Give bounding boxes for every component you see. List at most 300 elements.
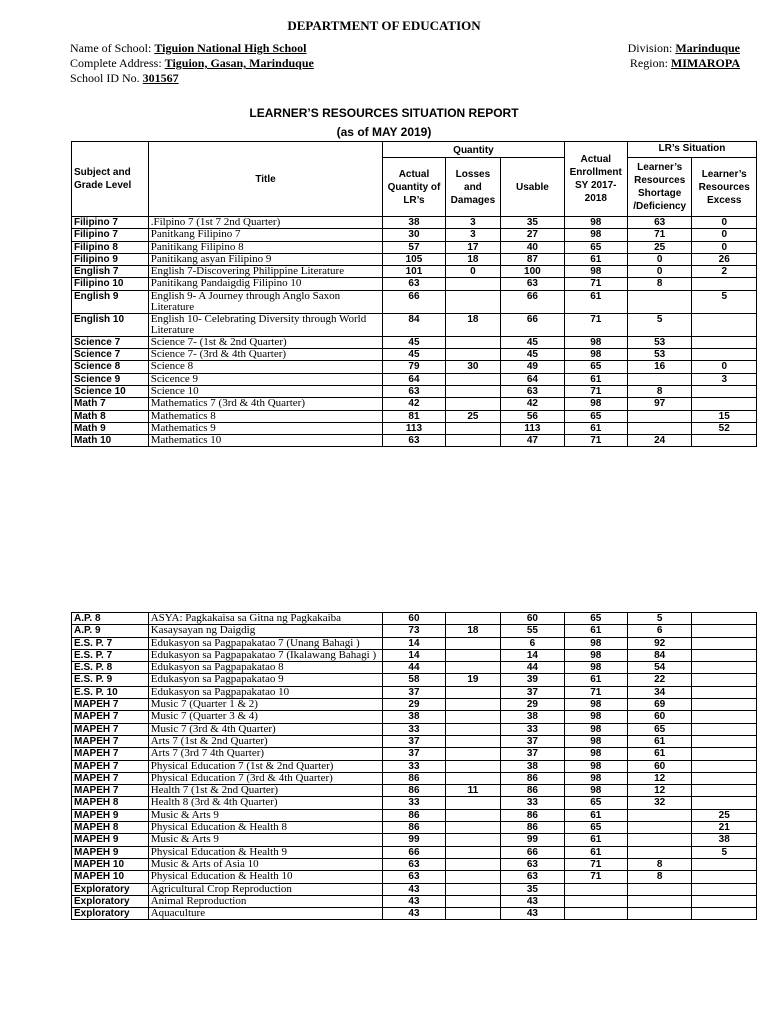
value-cell: 0 <box>692 217 757 229</box>
title-cell: Panitikang Pandaigdig Filipino 10 <box>148 278 383 290</box>
value-cell: 71 <box>564 435 627 447</box>
table-row <box>72 686 757 698</box>
school-name-line <box>70 41 314 56</box>
value-cell: 60 <box>627 760 691 772</box>
subject-cell: Filipino 8 <box>72 241 149 253</box>
table-row <box>72 858 757 870</box>
address: Tiguion, Gasan, Marinduque <box>164 56 314 70</box>
region-label: Region: <box>629 56 671 70</box>
value-cell <box>692 699 757 711</box>
subject-cell: MAPEH 8 <box>72 797 149 809</box>
value-cell: 30 <box>445 361 501 373</box>
value-cell <box>692 625 757 637</box>
header-subject: Subject and Grade Level <box>72 142 149 217</box>
table-row <box>72 398 757 410</box>
value-cell <box>692 772 757 784</box>
value-cell <box>445 699 501 711</box>
value-cell: 43 <box>383 883 445 895</box>
table-row <box>72 797 757 809</box>
table-row <box>72 674 757 686</box>
subject-cell: Science 7 <box>72 336 149 348</box>
table-row <box>72 699 757 711</box>
value-cell: 15 <box>692 410 757 422</box>
value-cell <box>692 711 757 723</box>
value-cell: 63 <box>501 871 564 883</box>
value-cell <box>627 846 691 858</box>
table-row <box>72 613 757 625</box>
table-row <box>72 290 757 313</box>
value-cell <box>445 422 501 434</box>
subject-cell: A.P. 9 <box>72 625 149 637</box>
subject-cell: Math 9 <box>72 422 149 434</box>
value-cell: 12 <box>627 785 691 797</box>
header-enrollment: Actual Enrollment SY 2017-2018 <box>564 142 627 217</box>
value-cell: 61 <box>564 834 627 846</box>
value-cell: 99 <box>383 834 445 846</box>
value-cell <box>564 895 627 907</box>
value-cell: 33 <box>383 760 445 772</box>
value-cell: 97 <box>627 398 691 410</box>
subject-cell: Science 9 <box>72 373 149 385</box>
value-cell <box>445 834 501 846</box>
value-cell: 33 <box>383 723 445 735</box>
title-cell: Music 7 (3rd & 4th Quarter) <box>148 723 383 735</box>
value-cell: 66 <box>383 290 445 313</box>
value-cell <box>692 760 757 772</box>
value-cell: 43 <box>501 908 564 920</box>
value-cell: 0 <box>445 266 501 278</box>
table-row <box>72 723 757 735</box>
table-row <box>72 785 757 797</box>
table-row <box>72 772 757 784</box>
value-cell: 69 <box>627 699 691 711</box>
value-cell: 8 <box>627 871 691 883</box>
value-cell: 14 <box>501 649 564 661</box>
subject-cell: E.S. P. 10 <box>72 686 149 698</box>
value-cell <box>445 336 501 348</box>
subject-cell: MAPEH 7 <box>72 748 149 760</box>
value-cell: 86 <box>383 772 445 784</box>
title-cell: Arts 7 (3rd 7 4th Quarter) <box>148 748 383 760</box>
subject-cell: A.P. 8 <box>72 613 149 625</box>
title-cell: Agricultural Crop Reproduction <box>148 883 383 895</box>
value-cell: 98 <box>564 649 627 661</box>
value-cell: 98 <box>564 637 627 649</box>
table-row <box>72 217 757 229</box>
table-row <box>72 883 757 895</box>
value-cell: 86 <box>501 785 564 797</box>
title-cell: Physical Education & Health 10 <box>148 871 383 883</box>
table-row <box>72 625 757 637</box>
subject-cell: MAPEH 10 <box>72 871 149 883</box>
value-cell <box>627 895 691 907</box>
subject-cell: Science 7 <box>72 349 149 361</box>
value-cell: 21 <box>692 822 757 834</box>
value-cell <box>627 290 691 313</box>
title-cell: Mathematics 9 <box>148 422 383 434</box>
title-cell: Physical Education 7 (1st & 2nd Quarter) <box>148 760 383 772</box>
title-cell: Physical Education 7 (3rd & 4th Quarter) <box>148 772 383 784</box>
value-cell: 71 <box>564 313 627 336</box>
value-cell <box>445 373 501 385</box>
value-cell: 65 <box>564 822 627 834</box>
value-cell <box>692 398 757 410</box>
value-cell <box>692 908 757 920</box>
value-cell: 71 <box>564 858 627 870</box>
header-usable: Usable <box>501 158 564 217</box>
value-cell: 99 <box>501 834 564 846</box>
value-cell <box>692 637 757 649</box>
value-cell: 25 <box>692 809 757 821</box>
value-cell: 73 <box>383 625 445 637</box>
value-cell <box>692 613 757 625</box>
value-cell: 39 <box>501 674 564 686</box>
value-cell: 16 <box>627 361 691 373</box>
value-cell: 56 <box>501 410 564 422</box>
value-cell: 63 <box>501 858 564 870</box>
value-cell: 42 <box>501 398 564 410</box>
value-cell: 38 <box>692 834 757 846</box>
subject-cell: MAPEH 9 <box>72 846 149 858</box>
value-cell <box>445 797 501 809</box>
value-cell <box>445 772 501 784</box>
value-cell <box>564 908 627 920</box>
title-cell: Science 7- (1st & 2nd Quarter) <box>148 336 383 348</box>
title-cell: Music & Arts 9 <box>148 834 383 846</box>
title-cell: Mathematics 8 <box>148 410 383 422</box>
value-cell <box>627 809 691 821</box>
value-cell: 98 <box>564 735 627 747</box>
value-cell <box>627 834 691 846</box>
value-cell: 0 <box>692 229 757 241</box>
value-cell: 92 <box>627 637 691 649</box>
value-cell: 25 <box>627 241 691 253</box>
value-cell: 65 <box>564 410 627 422</box>
value-cell: 27 <box>501 229 564 241</box>
table-row <box>72 410 757 422</box>
value-cell: 84 <box>383 313 445 336</box>
table-row <box>72 662 757 674</box>
subject-cell: English 10 <box>72 313 149 336</box>
value-cell: 8 <box>627 278 691 290</box>
table-row <box>72 846 757 858</box>
value-cell <box>445 822 501 834</box>
value-cell: 54 <box>627 662 691 674</box>
table-row <box>72 313 757 336</box>
value-cell: 2 <box>692 266 757 278</box>
value-cell <box>627 373 691 385</box>
value-cell: 66 <box>501 313 564 336</box>
value-cell: 63 <box>383 385 445 397</box>
value-cell <box>627 908 691 920</box>
value-cell: 3 <box>445 229 501 241</box>
title-cell: Science 10 <box>148 385 383 397</box>
table-body-continued <box>72 613 757 920</box>
value-cell: 6 <box>501 637 564 649</box>
value-cell: 35 <box>501 883 564 895</box>
value-cell: 71 <box>627 229 691 241</box>
value-cell: 84 <box>627 649 691 661</box>
value-cell: 60 <box>627 711 691 723</box>
value-cell <box>445 871 501 883</box>
value-cell <box>692 883 757 895</box>
header-shortage: Learner’s Resources Shortage /Deficiency <box>627 158 691 217</box>
value-cell: 71 <box>564 278 627 290</box>
value-cell: 61 <box>627 748 691 760</box>
header-quantity: Quantity <box>383 142 564 158</box>
subject-cell: English 7 <box>72 266 149 278</box>
subject-cell: E.S. P. 7 <box>72 637 149 649</box>
table-row <box>72 278 757 290</box>
value-cell: 86 <box>383 809 445 821</box>
value-cell <box>445 278 501 290</box>
value-cell <box>692 785 757 797</box>
subject-cell: Filipino 9 <box>72 253 149 265</box>
value-cell <box>627 410 691 422</box>
address-label: Complete Address: <box>70 56 165 70</box>
value-cell <box>445 735 501 747</box>
subject-cell: MAPEH 7 <box>72 785 149 797</box>
subject-cell: Filipino 7 <box>72 229 149 241</box>
value-cell: 37 <box>501 748 564 760</box>
value-cell: 38 <box>501 760 564 772</box>
value-cell: 0 <box>692 361 757 373</box>
value-cell <box>692 649 757 661</box>
value-cell: 98 <box>564 760 627 772</box>
table-row <box>72 385 757 397</box>
value-cell: 66 <box>383 846 445 858</box>
value-cell: 37 <box>383 748 445 760</box>
title-cell: Mathematics 10 <box>148 435 383 447</box>
value-cell <box>445 613 501 625</box>
title-cell: Edukasyon sa Pagpapakatao 10 <box>148 686 383 698</box>
value-cell: 64 <box>383 373 445 385</box>
value-cell: 0 <box>627 253 691 265</box>
header-losses: Losses and Damages <box>445 158 501 217</box>
value-cell: 65 <box>564 361 627 373</box>
value-cell <box>692 385 757 397</box>
value-cell <box>445 748 501 760</box>
title-cell: Music & Arts of Asia 10 <box>148 858 383 870</box>
value-cell: 87 <box>501 253 564 265</box>
value-cell <box>445 290 501 313</box>
table-row <box>72 908 757 920</box>
value-cell: 37 <box>501 735 564 747</box>
value-cell: 45 <box>501 349 564 361</box>
title-cell: Science 8 <box>148 361 383 373</box>
value-cell: 38 <box>383 711 445 723</box>
region: MIMAROPA <box>670 56 740 70</box>
value-cell: 43 <box>383 895 445 907</box>
value-cell: 45 <box>383 336 445 348</box>
subject-cell: MAPEH 7 <box>72 723 149 735</box>
value-cell: 60 <box>383 613 445 625</box>
table-row <box>72 435 757 447</box>
value-cell: 86 <box>501 809 564 821</box>
value-cell <box>692 748 757 760</box>
value-cell: 33 <box>501 723 564 735</box>
table-body-main <box>72 217 757 447</box>
table-row <box>72 229 757 241</box>
table-row <box>72 637 757 649</box>
subject-cell: MAPEH 10 <box>72 858 149 870</box>
value-cell: 63 <box>383 435 445 447</box>
table-row <box>72 349 757 361</box>
value-cell: 12 <box>627 772 691 784</box>
subject-cell: Filipino 7 <box>72 217 149 229</box>
value-cell <box>445 883 501 895</box>
header-actual-quantity: Actual Quantity of LR’s <box>383 158 445 217</box>
value-cell: 61 <box>564 846 627 858</box>
table-row <box>72 373 757 385</box>
subject-cell: E.S. P. 8 <box>72 662 149 674</box>
value-cell: 33 <box>383 797 445 809</box>
value-cell: 71 <box>564 385 627 397</box>
value-cell: 22 <box>627 674 691 686</box>
school-id: 301567 <box>142 71 179 85</box>
value-cell: 38 <box>383 217 445 229</box>
value-cell: 0 <box>692 241 757 253</box>
value-cell <box>445 760 501 772</box>
title-cell: ASYA: Pagkakaisa sa Gitna ng Pagkakaiba <box>148 613 383 625</box>
value-cell: 98 <box>564 748 627 760</box>
value-cell: 98 <box>564 785 627 797</box>
school-name: Tiguion National High School <box>154 41 307 55</box>
resources-table-main <box>71 141 757 447</box>
value-cell: 44 <box>501 662 564 674</box>
value-cell: 37 <box>501 686 564 698</box>
title-cell: Physical Education & Health 8 <box>148 822 383 834</box>
value-cell: 6 <box>627 625 691 637</box>
table-row <box>72 735 757 747</box>
value-cell: 53 <box>627 336 691 348</box>
value-cell: 71 <box>564 686 627 698</box>
value-cell: 43 <box>383 908 445 920</box>
value-cell: 5 <box>692 846 757 858</box>
value-cell: 8 <box>627 385 691 397</box>
value-cell: 55 <box>501 625 564 637</box>
value-cell: 11 <box>445 785 501 797</box>
division-info <box>628 41 740 71</box>
subject-cell: Exploratory <box>72 895 149 907</box>
subject-cell: MAPEH 7 <box>72 711 149 723</box>
value-cell: 14 <box>383 649 445 661</box>
value-cell: 47 <box>501 435 564 447</box>
value-cell: 5 <box>627 313 691 336</box>
value-cell: 66 <box>501 290 564 313</box>
table-row <box>72 760 757 772</box>
title-cell: Music 7 (Quarter 1 & 2) <box>148 699 383 711</box>
value-cell: 81 <box>383 410 445 422</box>
title-cell: Edukasyon sa Pagpapakatao 8 <box>148 662 383 674</box>
subject-cell: Filipino 10 <box>72 278 149 290</box>
table-row <box>72 649 757 661</box>
value-cell: 98 <box>564 266 627 278</box>
table-row <box>72 266 757 278</box>
value-cell: 42 <box>383 398 445 410</box>
subject-cell: English 9 <box>72 290 149 313</box>
value-cell: 98 <box>564 711 627 723</box>
value-cell <box>692 435 757 447</box>
value-cell: 98 <box>564 398 627 410</box>
title-cell: Health 7 (1st & 2nd Quarter) <box>148 785 383 797</box>
value-cell <box>445 385 501 397</box>
value-cell: 71 <box>564 871 627 883</box>
value-cell: 44 <box>383 662 445 674</box>
header-situation: LR’s Situation <box>627 142 756 158</box>
value-cell <box>692 858 757 870</box>
value-cell: 65 <box>564 797 627 809</box>
address-line <box>70 56 314 71</box>
value-cell <box>445 349 501 361</box>
value-cell: 63 <box>501 385 564 397</box>
table-row <box>72 834 757 846</box>
school-id-line <box>70 71 314 86</box>
value-cell: 65 <box>564 613 627 625</box>
value-cell: 14 <box>383 637 445 649</box>
value-cell: 53 <box>627 349 691 361</box>
value-cell: 52 <box>692 422 757 434</box>
value-cell: 63 <box>383 278 445 290</box>
title-cell: Panitikang asyan Filipino 9 <box>148 253 383 265</box>
value-cell <box>445 858 501 870</box>
table-row <box>72 336 757 348</box>
table-row <box>72 809 757 821</box>
table-row <box>72 422 757 434</box>
value-cell: 86 <box>383 822 445 834</box>
value-cell: 100 <box>501 266 564 278</box>
value-cell: 105 <box>383 253 445 265</box>
value-cell: 32 <box>627 797 691 809</box>
value-cell <box>692 735 757 747</box>
resources-table-continued <box>71 612 757 920</box>
value-cell: 37 <box>383 686 445 698</box>
title-cell: Kasaysayan ng Daigdig <box>148 625 383 637</box>
value-cell <box>445 809 501 821</box>
title-cell: Animal Reproduction <box>148 895 383 907</box>
value-cell <box>445 846 501 858</box>
value-cell: 3 <box>692 373 757 385</box>
subject-cell: MAPEH 7 <box>72 735 149 747</box>
value-cell <box>692 895 757 907</box>
value-cell <box>445 637 501 649</box>
value-cell: 43 <box>501 895 564 907</box>
value-cell <box>692 336 757 348</box>
value-cell <box>692 797 757 809</box>
value-cell: 66 <box>501 846 564 858</box>
value-cell: 8 <box>627 858 691 870</box>
subject-cell: Math 7 <box>72 398 149 410</box>
value-cell: 58 <box>383 674 445 686</box>
value-cell <box>692 871 757 883</box>
value-cell: 98 <box>564 336 627 348</box>
value-cell: 17 <box>445 241 501 253</box>
value-cell: 61 <box>627 735 691 747</box>
value-cell: 18 <box>445 625 501 637</box>
value-cell: 57 <box>383 241 445 253</box>
value-cell <box>692 278 757 290</box>
value-cell: 64 <box>501 373 564 385</box>
title-cell: Music & Arts 9 <box>148 809 383 821</box>
value-cell: 40 <box>501 241 564 253</box>
school-info <box>70 41 314 86</box>
division-line <box>628 41 740 56</box>
table-row <box>72 361 757 373</box>
value-cell: 65 <box>627 723 691 735</box>
table-row <box>72 895 757 907</box>
value-cell: 61 <box>564 373 627 385</box>
value-cell <box>445 398 501 410</box>
